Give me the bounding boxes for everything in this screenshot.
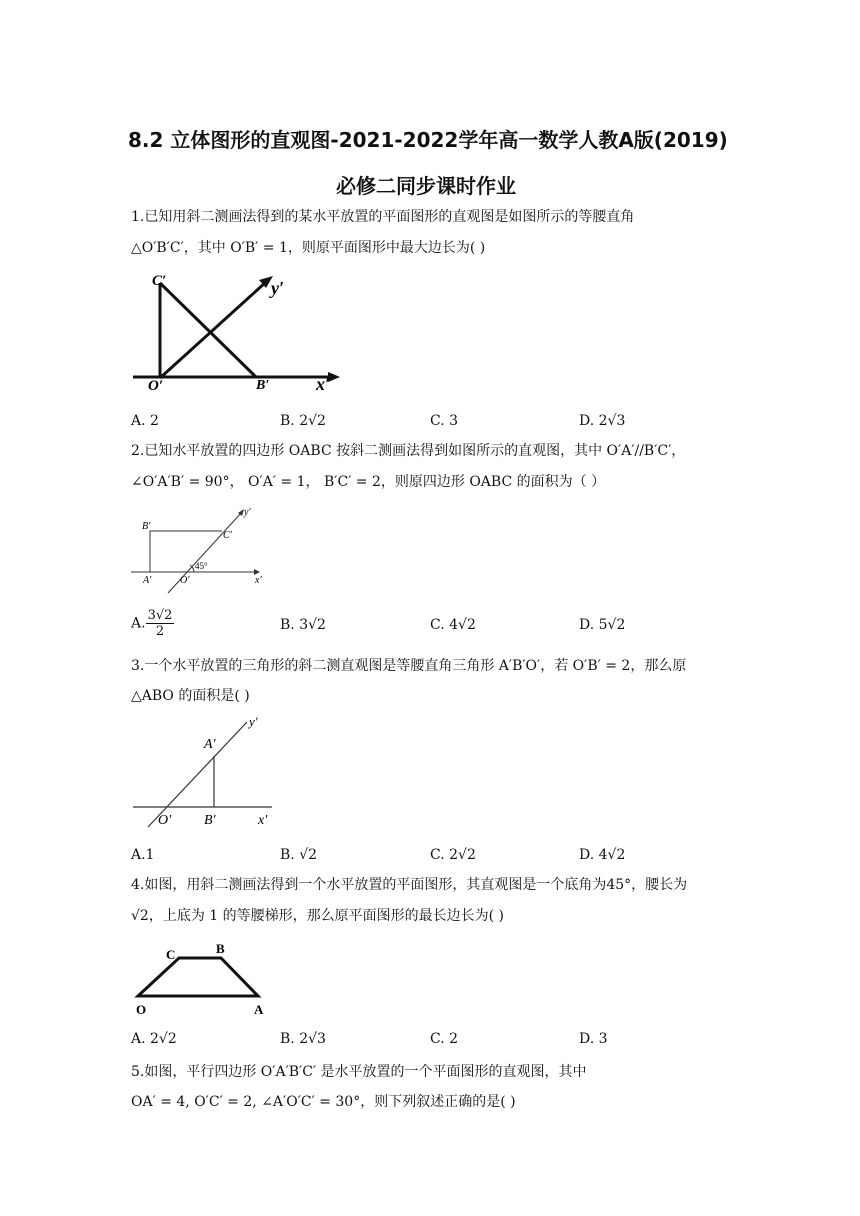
q3-option-b[interactable]: B. √2	[280, 847, 318, 863]
q2-label-o: O′	[180, 575, 190, 586]
q3-label-o: O'	[158, 813, 172, 828]
title-line-2: 必修二同步课时作业	[336, 174, 516, 198]
q2-option-a[interactable]	[131, 608, 174, 639]
q4-label-a: A	[254, 1002, 264, 1017]
q4-text-line-1: 4.如图，用斜二测画法得到一个水平放置的平面图形，其直观图是一个底角为45°，腰长为	[131, 877, 688, 893]
q2-label-a: A′	[143, 575, 152, 586]
q1-label-x: x′	[316, 374, 331, 394]
q1-label-o: O′	[148, 378, 164, 394]
q1-label-y: y′	[271, 278, 285, 298]
q2-option-c[interactable]: C. 4√2	[430, 617, 476, 633]
q3-y-axis	[148, 722, 247, 827]
q4-option-b[interactable]: B. 2√3	[280, 1031, 326, 1047]
q1-option-c[interactable]: C. 3	[430, 413, 459, 429]
q1-option-a[interactable]: A. 2	[131, 413, 159, 429]
q1-label-b: B′	[256, 378, 270, 393]
q1-text-line-1: 1.已知用斜二测画法得到的某水平放置的平面图形的直观图是如图所示的等腰直角	[131, 209, 635, 225]
q3-label-y: y'	[249, 714, 258, 729]
q2-option-a-numerator: 3√2	[147, 608, 173, 623]
q1-figure	[128, 268, 348, 396]
q4-option-c[interactable]: C. 2	[430, 1031, 459, 1047]
q2-option-a-fraction	[146, 608, 175, 639]
q4-label-c: C	[166, 947, 176, 962]
q3-text-line-2: △ABO 的面积是( )	[131, 688, 250, 704]
q2-label-b: B′	[142, 521, 151, 532]
q4-trapezoid	[138, 958, 258, 996]
q2-option-b[interactable]: B. 3√2	[280, 617, 326, 633]
q1-option-b[interactable]: B. 2√2	[280, 413, 326, 429]
q1-side-cb	[160, 283, 256, 377]
q2-text-line-2: ∠O′A′B′ = 90°， O′A′ = 1， B′C′ = 2，则原四边形 OABC 的面积为（ ）	[131, 474, 606, 490]
q1-y-axis	[160, 282, 266, 378]
q4-option-d[interactable]: D. 3	[579, 1031, 608, 1047]
q5-text-line-1: 5.如图，平行四边形 O′A′B′C′ 是水平放置的一个平面图形的直观图，其中	[131, 1064, 587, 1080]
q3-label-a: A'	[204, 737, 216, 752]
q2-shape	[150, 531, 222, 572]
q2-option-a-prefix: A.	[131, 615, 146, 632]
q1-label-c: C′	[152, 273, 167, 289]
title-line-1: 8.2 立体图形的直观图-2021-2022学年高一数学人教A版(2019)	[128, 128, 728, 152]
q2-text-line-1: 2.已知水平放置的四边形 OABC 按斜二测画法得到如图所示的直观图，其中 O′A′//B′C′，	[131, 443, 686, 459]
q3-option-c[interactable]: C. 2√2	[430, 847, 476, 863]
q3-option-d[interactable]: D. 4√2	[579, 847, 626, 863]
q2-figure	[128, 505, 273, 595]
q2-option-d[interactable]: D. 5√2	[579, 617, 626, 633]
q2-label-c: C′	[223, 530, 232, 541]
q2-option-a-denominator: 2	[155, 624, 165, 639]
q3-label-x: x'	[258, 813, 268, 828]
q1-text-line-2: △O′B′C′，其中 O′B′ = 1，则原平面图形中最大边长为( )	[131, 240, 486, 256]
q3-text-line-1: 3.一个水平放置的三角形的斜二测直观图是等腰直角三角形 A′B′O′，若 O′B′ = 2，那么原	[131, 658, 687, 674]
q5-text-line-2: OA′ = 4, O′C′ = 2, ∠A′O′C′ = 30°，则下列叙述正确的是( )	[131, 1094, 516, 1110]
q3-figure	[128, 712, 280, 834]
q4-label-o: O	[136, 1002, 147, 1017]
q4-figure	[128, 938, 278, 1018]
q2-label-y: y′	[244, 507, 251, 518]
q2-label-x: x′	[255, 575, 262, 586]
q2-label-angle: 45°	[195, 561, 208, 571]
q4-label-b: B	[216, 941, 225, 956]
q4-text-line-2: √2，上底为 1 的等腰梯形，那么原平面图形的最长边长为( )	[131, 908, 505, 924]
q4-option-a[interactable]: A. 2√2	[131, 1031, 177, 1047]
q3-option-a[interactable]: A.1	[131, 847, 155, 863]
q1-option-d[interactable]: D. 2√3	[579, 413, 626, 429]
q3-label-b: B'	[204, 813, 216, 828]
